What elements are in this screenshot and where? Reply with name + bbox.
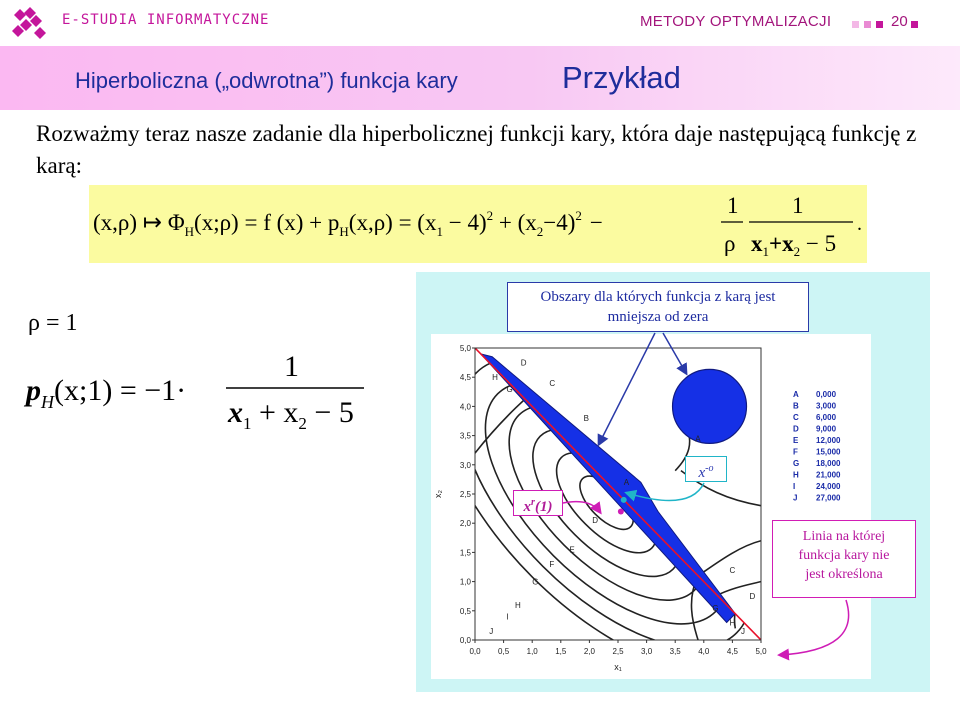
- x-tick-label: 3,0: [641, 647, 653, 656]
- eq-text: (x,ρ) ↦ $\Phi_H(x;\rho) = f$ $(x) + p_H(x,\rho) = (x_1 - 4)^2 + (x_2-4)^2$ −: [93, 208, 603, 239]
- legend-letter: F: [793, 447, 798, 457]
- contour-label: J: [740, 627, 745, 637]
- slide-subtitle: Przykład: [562, 60, 681, 95]
- slide-title: Hiperboliczna („odwrotna”) funkcja kary: [75, 68, 458, 93]
- y-tick-label: 0,0: [459, 636, 471, 645]
- x-tick-label: 4,0: [698, 647, 710, 656]
- y-tick-label: 0,5: [459, 606, 471, 616]
- legend-value: 21,000: [816, 470, 841, 480]
- legend-value: 24,000: [816, 482, 841, 491]
- x-tick-label: 2,0: [583, 647, 595, 656]
- legend-value: 0,000: [816, 390, 837, 399]
- contour-label: F: [549, 560, 555, 569]
- legend-value: 3,000: [816, 401, 837, 411]
- legend-letter: I: [793, 482, 796, 491]
- contour-label: D: [749, 592, 756, 602]
- contour-label: A: [695, 434, 701, 444]
- label-x-r1: $x^r(1)$: [513, 490, 563, 516]
- x-tick-label: 1,5: [555, 647, 567, 656]
- legend-letter: C: [793, 413, 799, 422]
- x-tick-label: 1,0: [526, 647, 538, 656]
- x-tick-label: 3,5: [669, 647, 681, 656]
- x-tick-label: 5,0: [755, 647, 767, 656]
- frac2-denominator: $x_1+x_2 - 5$: [751, 231, 837, 259]
- frac2-numerator: 1: [792, 193, 804, 218]
- contour-label: H: [515, 600, 521, 610]
- contour-label: G: [712, 603, 719, 613]
- contour-label: I: [506, 612, 509, 622]
- y-tick-label: 3,0: [459, 460, 471, 470]
- intro-paragraph: Rozważmy teraz nasze zadanie dla hiperbolicznej funkcji kary, która daje następującą funkcję z karą:: [36, 121, 917, 178]
- penalty-denominator: $x_1 + x_2 - 5$: [228, 396, 354, 433]
- rho-value: ρ = 1: [28, 310, 78, 336]
- course-title: METODY OPTYMALIZACJI: [640, 13, 832, 30]
- y-tick-label: 1,0: [459, 577, 471, 587]
- x-tick-label: 0,5: [498, 647, 510, 656]
- legend-value: 6,000: [816, 413, 837, 422]
- legend-letter: H: [793, 470, 799, 480]
- arrow-to-circle: [663, 333, 686, 373]
- legend-value: 27,000: [816, 493, 841, 503]
- y-tick-label: 4,0: [459, 402, 471, 412]
- contour-label: C: [549, 378, 556, 388]
- contour-label: B: [583, 414, 590, 423]
- contour-label: H: [729, 618, 736, 628]
- contour-label: G: [532, 577, 539, 587]
- contour-label: G: [506, 384, 513, 394]
- contour-label: C: [729, 565, 736, 575]
- callout-negative-region: Obszary dla których funkcja z karą jest mniejsza od zera: [507, 282, 809, 332]
- frac1-numerator: 1: [727, 193, 739, 218]
- x-tick-label: 4,5: [726, 647, 738, 656]
- contour-label: J: [489, 627, 494, 637]
- legend-value: 15,000: [816, 447, 841, 457]
- legend-value: 18,000: [816, 459, 841, 468]
- logo-text: E-STUDIA INFORMATYCZNE: [62, 12, 270, 28]
- legend-letter: B: [793, 401, 799, 411]
- arrow-x-o: [627, 483, 704, 501]
- svg-text:.: .: [857, 213, 862, 235]
- legend-letter: D: [793, 424, 799, 434]
- contour-label: H: [492, 373, 498, 383]
- arrow-x-r1: [563, 502, 600, 512]
- legend-value: 9,000: [816, 424, 837, 434]
- page-number: 20: [891, 13, 908, 30]
- y-tick-label: 2,0: [459, 519, 471, 529]
- y-tick-label: 1,5: [459, 548, 471, 558]
- x-axis-label: x₁: [614, 662, 622, 672]
- legend-letter: E: [793, 436, 799, 445]
- contour-label: E: [569, 545, 575, 555]
- arrow-to-band: [599, 333, 655, 444]
- arrow-undefined-line: [780, 600, 849, 655]
- penalty-lhs: $p_H(x;1) = -1\cdot$: [26, 374, 187, 412]
- contour-label: D: [592, 516, 599, 526]
- legend-letter: J: [793, 493, 798, 503]
- label-x-o: $x^{-o}$: [685, 456, 727, 482]
- y-tick-label: 2,5: [459, 490, 471, 499]
- legend-letter: G: [793, 459, 800, 468]
- y-tick-label: 4,5: [459, 373, 471, 383]
- legend-letter: A: [793, 390, 799, 399]
- legend-value: 12,000: [816, 436, 841, 445]
- y-axis-label: x₂: [433, 490, 443, 498]
- contour-label: A: [623, 478, 630, 488]
- y-tick-label: 5,0: [459, 344, 471, 353]
- y-tick-label: 3,5: [459, 431, 471, 441]
- penalty-numerator: 1: [284, 350, 299, 383]
- contour-label: D: [520, 358, 527, 368]
- x-tick-label: 0,0: [469, 647, 481, 656]
- callout-undefined-line: Linia na której funkcja kary nie jest określona: [772, 520, 916, 598]
- x-tick-label: 2,5: [612, 647, 624, 656]
- frac1-denominator: ρ: [724, 231, 736, 256]
